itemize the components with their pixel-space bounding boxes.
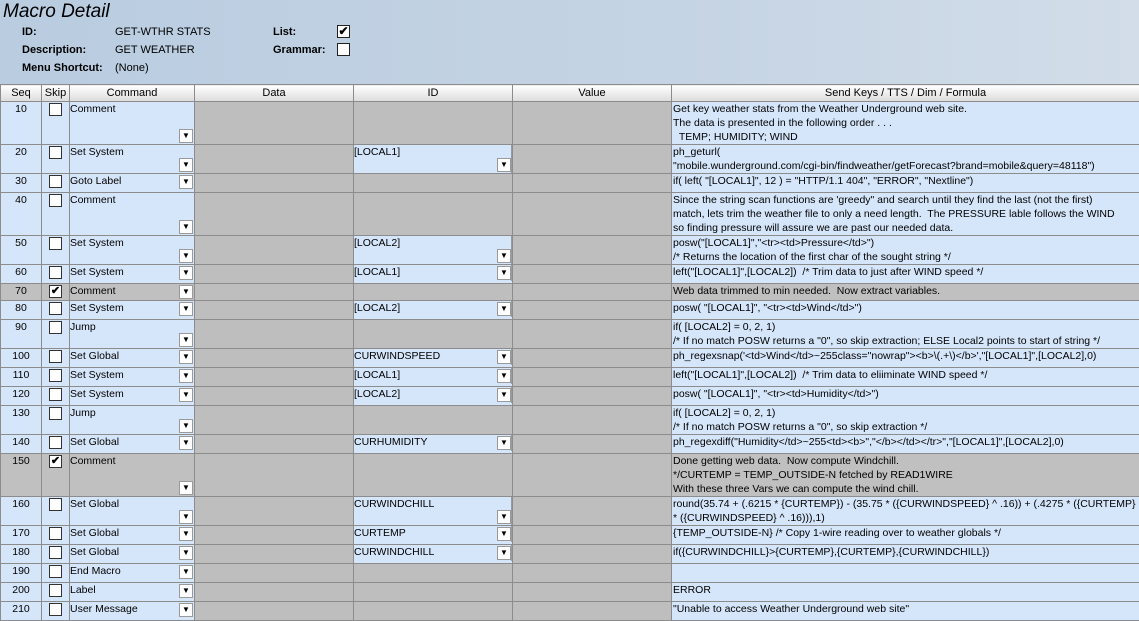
- column-header-seq[interactable]: Seq: [1, 85, 42, 102]
- skip-cell[interactable]: [42, 265, 70, 284]
- command-dropdown-icon[interactable]: ▼: [179, 510, 193, 524]
- skip-cell[interactable]: [42, 236, 70, 265]
- seq-cell[interactable]: 120: [1, 387, 42, 406]
- id-dropdown-icon[interactable]: ▼: [497, 158, 511, 172]
- command-dropdown-icon[interactable]: ▼: [179, 388, 193, 402]
- data-cell[interactable]: [195, 236, 354, 265]
- skip-checkbox[interactable]: [49, 302, 62, 315]
- seq-cell[interactable]: 130: [1, 406, 42, 435]
- command-dropdown-icon[interactable]: ▼: [179, 249, 193, 263]
- description-value: GET WEATHER: [115, 44, 195, 56]
- command-dropdown-icon[interactable]: ▼: [179, 266, 193, 280]
- skip-cell[interactable]: [42, 301, 70, 320]
- data-cell[interactable]: [195, 497, 354, 526]
- id-cell[interactable]: [354, 284, 513, 301]
- skip-checkbox[interactable]: [49, 175, 62, 188]
- id-value: [LOCAL2]: [354, 302, 400, 314]
- id-value: GET-WTHR STATS: [115, 26, 211, 38]
- table-row[interactable]: [1, 545, 1139, 564]
- table-row[interactable]: [1, 602, 1139, 621]
- skip-checkbox[interactable]: [49, 388, 62, 401]
- command-cell[interactable]: [70, 284, 195, 301]
- formula-cell[interactable]: [672, 193, 1139, 236]
- seq-cell[interactable]: 30: [1, 174, 42, 193]
- skip-checkbox[interactable]: [49, 237, 62, 250]
- formula-text: posw( "[LOCAL1]", "<tr><td>Humidity</td>"): [672, 387, 1139, 401]
- data-cell[interactable]: [195, 602, 354, 621]
- command-value: Comment: [70, 103, 116, 115]
- id-label: ID:: [22, 26, 37, 38]
- command-value: Set System: [70, 146, 124, 158]
- value-cell[interactable]: [513, 301, 672, 320]
- formula-cell[interactable]: [672, 387, 1139, 406]
- id-dropdown-icon[interactable]: ▼: [497, 302, 511, 316]
- id-cell[interactable]: [354, 236, 513, 265]
- seq-cell[interactable]: 140: [1, 435, 42, 454]
- command-cell[interactable]: [70, 193, 195, 236]
- formula-cell[interactable]: [672, 497, 1139, 526]
- table-row[interactable]: [1, 349, 1139, 368]
- data-cell[interactable]: [195, 193, 354, 236]
- id-dropdown-icon[interactable]: ▼: [497, 527, 511, 541]
- skip-cell[interactable]: [42, 320, 70, 349]
- seq-cell[interactable]: 160: [1, 497, 42, 526]
- value-cell[interactable]: [513, 526, 672, 545]
- command-cell[interactable]: [70, 526, 195, 545]
- command-dropdown-icon[interactable]: ▼: [179, 158, 193, 172]
- command-cell[interactable]: [70, 301, 195, 320]
- data-cell[interactable]: [195, 435, 354, 454]
- formula-cell[interactable]: [672, 368, 1139, 387]
- formula-text: left("[LOCAL1]",[LOCAL2]) /* Trim data to just after WIND speed */: [672, 265, 1139, 279]
- table-row[interactable]: [1, 301, 1139, 320]
- formula-text: Since the string scan functions are 'greedy" and search until they find the last (not the first) match, lets trim the weather file to only a need length. The PRESSURE lable follows the WIND so finding pressure will assure we are past our needed data.: [672, 193, 1139, 235]
- command-dropdown-icon[interactable]: ▼: [179, 565, 193, 579]
- command-value: Comment: [70, 455, 116, 467]
- skip-cell[interactable]: [42, 145, 70, 174]
- command-value: Set System: [70, 369, 124, 381]
- table-row[interactable]: [1, 284, 1139, 301]
- grammar-label: Grammar:: [273, 44, 326, 56]
- id-value: CURWINDCHILL: [354, 498, 434, 510]
- skip-cell[interactable]: [42, 174, 70, 193]
- skip-cell[interactable]: [42, 349, 70, 368]
- skip-cell[interactable]: [42, 545, 70, 564]
- command-dropdown-icon[interactable]: ▼: [179, 527, 193, 541]
- skip-cell[interactable]: [42, 387, 70, 406]
- formula-text: left("[LOCAL1]",[LOCAL2]) /* Trim data to eliiminate WIND speed */: [672, 368, 1139, 382]
- grammar-checkbox[interactable]: [337, 43, 350, 56]
- id-dropdown-icon[interactable]: ▼: [497, 249, 511, 263]
- id-dropdown-icon[interactable]: ▼: [497, 546, 511, 560]
- table-row[interactable]: [1, 193, 1139, 236]
- command-value: Set Global: [70, 436, 119, 448]
- seq-cell[interactable]: 100: [1, 349, 42, 368]
- formula-cell[interactable]: [672, 406, 1139, 435]
- table-row[interactable]: [1, 102, 1139, 145]
- formula-text: "Unable to access Weather Underground web site": [672, 602, 1139, 616]
- command-value: Label: [70, 584, 96, 596]
- command-dropdown-icon[interactable]: ▼: [179, 603, 193, 617]
- formula-cell[interactable]: [672, 236, 1139, 265]
- macro-steps-grid: [0, 84, 1139, 621]
- command-value: Comment: [70, 194, 116, 206]
- skip-cell[interactable]: [42, 406, 70, 435]
- menu-shortcut-value: (None): [115, 62, 149, 74]
- formula-text: ph_regexdiff("Humidity</td>~255<td><b>","</b></td></tr>","[LOCAL1]",[LOCAL2],0): [672, 435, 1139, 449]
- command-dropdown-icon[interactable]: ▼: [179, 129, 193, 143]
- value-cell[interactable]: [513, 564, 672, 583]
- seq-cell[interactable]: 180: [1, 545, 42, 564]
- value-cell[interactable]: [513, 102, 672, 145]
- formula-cell[interactable]: [672, 102, 1139, 145]
- data-cell[interactable]: [195, 454, 354, 497]
- list-checkbox[interactable]: ✔: [337, 25, 350, 38]
- command-cell[interactable]: [70, 602, 195, 621]
- formula-cell[interactable]: [672, 602, 1139, 621]
- id-value: CURTEMP: [354, 527, 406, 539]
- value-cell[interactable]: [513, 349, 672, 368]
- data-cell[interactable]: [195, 320, 354, 349]
- value-cell[interactable]: [513, 284, 672, 301]
- formula-cell[interactable]: [672, 545, 1139, 564]
- command-cell[interactable]: [70, 236, 195, 265]
- formula-cell[interactable]: [672, 526, 1139, 545]
- data-cell[interactable]: [195, 545, 354, 564]
- seq-cell[interactable]: 10: [1, 102, 42, 145]
- table-row[interactable]: [1, 454, 1139, 497]
- skip-checkbox[interactable]: [49, 350, 62, 363]
- table-row[interactable]: [1, 435, 1139, 454]
- skip-cell[interactable]: [42, 368, 70, 387]
- id-dropdown-icon[interactable]: ▼: [497, 350, 511, 364]
- skip-checkbox[interactable]: [49, 603, 62, 616]
- id-value: [LOCAL1]: [354, 369, 400, 381]
- seq-cell[interactable]: 40: [1, 193, 42, 236]
- table-row[interactable]: [1, 497, 1139, 526]
- skip-checkbox[interactable]: [49, 546, 62, 559]
- id-cell[interactable]: [354, 406, 513, 435]
- id-dropdown-icon[interactable]: ▼: [497, 436, 511, 450]
- menu-shortcut-label: Menu Shortcut:: [22, 62, 103, 74]
- seq-cell[interactable]: 80: [1, 301, 42, 320]
- data-cell[interactable]: [195, 349, 354, 368]
- column-header-value[interactable]: Value: [513, 85, 672, 102]
- id-cell[interactable]: [354, 387, 513, 406]
- formula-cell[interactable]: [672, 349, 1139, 368]
- formula-cell[interactable]: [672, 301, 1139, 320]
- id-cell[interactable]: [354, 602, 513, 621]
- id-cell[interactable]: [354, 145, 513, 174]
- skip-checkbox[interactable]: [49, 407, 62, 420]
- command-cell[interactable]: [70, 564, 195, 583]
- data-cell[interactable]: [195, 174, 354, 193]
- command-cell[interactable]: [70, 174, 195, 193]
- data-cell[interactable]: [195, 406, 354, 435]
- command-dropdown-icon[interactable]: ▼: [179, 333, 193, 347]
- command-dropdown-icon[interactable]: ▼: [179, 285, 193, 299]
- id-cell[interactable]: [354, 265, 513, 284]
- id-cell[interactable]: [354, 320, 513, 349]
- formula-cell[interactable]: [672, 564, 1139, 583]
- value-cell[interactable]: [513, 320, 672, 349]
- id-cell[interactable]: [354, 368, 513, 387]
- formula-text: if( left( "[LOCAL1]", 12 ) = "HTTP/1.1 404", "ERROR", "Nextline"): [672, 174, 1139, 188]
- command-value: Set Global: [70, 546, 119, 558]
- id-dropdown-icon[interactable]: ▼: [497, 369, 511, 383]
- data-cell[interactable]: [195, 265, 354, 284]
- value-cell[interactable]: [513, 406, 672, 435]
- skip-cell[interactable]: [42, 284, 70, 301]
- formula-cell[interactable]: [672, 454, 1139, 497]
- data-cell[interactable]: [195, 284, 354, 301]
- command-value: Jump: [70, 407, 96, 419]
- command-cell[interactable]: [70, 454, 195, 497]
- column-header-id[interactable]: ID: [354, 85, 513, 102]
- data-cell[interactable]: [195, 301, 354, 320]
- id-cell[interactable]: [354, 102, 513, 145]
- command-cell[interactable]: [70, 265, 195, 284]
- command-dropdown-icon[interactable]: ▼: [179, 175, 193, 189]
- seq-cell[interactable]: 20: [1, 145, 42, 174]
- window-title: Macro Detail: [3, 1, 110, 23]
- value-cell[interactable]: [513, 435, 672, 454]
- command-dropdown-icon[interactable]: ▼: [179, 546, 193, 560]
- skip-cell[interactable]: [42, 102, 70, 145]
- skip-cell[interactable]: [42, 602, 70, 621]
- command-value: Set System: [70, 266, 124, 278]
- command-value: User Message: [70, 603, 138, 615]
- command-value: Set Global: [70, 498, 119, 510]
- id-value: [LOCAL2]: [354, 237, 400, 249]
- seq-cell[interactable]: 70: [1, 284, 42, 301]
- table-row[interactable]: [1, 265, 1139, 284]
- command-value: Set System: [70, 302, 124, 314]
- value-cell[interactable]: [513, 265, 672, 284]
- value-cell[interactable]: [513, 387, 672, 406]
- seq-cell[interactable]: 60: [1, 265, 42, 284]
- column-header-data[interactable]: Data: [195, 85, 354, 102]
- column-header-command[interactable]: Command: [70, 85, 195, 102]
- value-cell[interactable]: [513, 368, 672, 387]
- seq-cell[interactable]: 90: [1, 320, 42, 349]
- skip-cell[interactable]: [42, 497, 70, 526]
- column-header-skip[interactable]: Skip: [42, 85, 70, 102]
- formula-text: {TEMP_OUTSIDE-N} /* Copy 1-wire reading over to weather globals */: [672, 526, 1139, 540]
- skip-checkbox[interactable]: [49, 146, 62, 159]
- id-value: [LOCAL1]: [354, 146, 400, 158]
- id-cell[interactable]: [354, 435, 513, 454]
- skip-checkbox[interactable]: [49, 369, 62, 382]
- value-cell[interactable]: [513, 145, 672, 174]
- value-cell[interactable]: [513, 545, 672, 564]
- command-dropdown-icon[interactable]: ▼: [179, 481, 193, 495]
- value-cell[interactable]: [513, 236, 672, 265]
- id-dropdown-icon[interactable]: ▼: [497, 266, 511, 280]
- table-row[interactable]: [1, 320, 1139, 349]
- seq-cell[interactable]: 200: [1, 583, 42, 602]
- seq-cell[interactable]: 50: [1, 236, 42, 265]
- formula-text: Web data trimmed to min needed. Now extract variables.: [672, 284, 1139, 298]
- data-cell[interactable]: [195, 387, 354, 406]
- id-cell[interactable]: [354, 301, 513, 320]
- command-cell[interactable]: [70, 320, 195, 349]
- command-value: Comment: [70, 285, 116, 297]
- table-row[interactable]: [1, 236, 1139, 265]
- command-dropdown-icon[interactable]: ▼: [179, 302, 193, 316]
- command-cell[interactable]: [70, 349, 195, 368]
- id-value: [LOCAL1]: [354, 266, 400, 278]
- skip-checkbox[interactable]: [49, 565, 62, 578]
- formula-text: if( [LOCAL2] = 0, 2, 1) /* If no match POSW returns a "0", so skip extraction; ELSE Local2 points to start of string */: [672, 320, 1139, 348]
- skip-checkbox[interactable]: [49, 103, 62, 116]
- id-value: [LOCAL2]: [354, 388, 400, 400]
- seq-cell[interactable]: 210: [1, 602, 42, 621]
- skip-checkbox[interactable]: [49, 266, 62, 279]
- formula-cell[interactable]: [672, 284, 1139, 301]
- command-dropdown-icon[interactable]: ▼: [179, 350, 193, 364]
- command-value: Set Global: [70, 350, 119, 362]
- command-dropdown-icon[interactable]: ▼: [179, 584, 193, 598]
- data-cell[interactable]: [195, 145, 354, 174]
- command-cell[interactable]: [70, 368, 195, 387]
- command-dropdown-icon[interactable]: ▼: [179, 369, 193, 383]
- skip-checkbox[interactable]: [49, 194, 62, 207]
- table-row[interactable]: [1, 368, 1139, 387]
- formula-text: posw( "[LOCAL1]", "<tr><td>Wind</td>"): [672, 301, 1139, 315]
- command-cell[interactable]: [70, 545, 195, 564]
- command-value: End Macro: [70, 565, 121, 577]
- command-value: Goto Label: [70, 175, 121, 187]
- id-cell[interactable]: [354, 526, 513, 545]
- formula-text: ERROR: [672, 583, 1139, 597]
- id-cell[interactable]: [354, 497, 513, 526]
- formula-cell[interactable]: [672, 435, 1139, 454]
- value-cell[interactable]: [513, 497, 672, 526]
- formula-cell[interactable]: [672, 174, 1139, 193]
- list-label: List:: [273, 26, 296, 38]
- value-cell[interactable]: [513, 454, 672, 497]
- formula-text: posw("[LOCAL1]","<tr><td>Pressure</td>") /* Returns the location of the first char of the sought string */: [672, 236, 1139, 264]
- command-value: Jump: [70, 321, 96, 333]
- value-cell[interactable]: [513, 602, 672, 621]
- id-value: CURWINDCHILL: [354, 546, 434, 558]
- id-dropdown-icon[interactable]: ▼: [497, 388, 511, 402]
- seq-cell[interactable]: 110: [1, 368, 42, 387]
- command-value: Set Global: [70, 527, 119, 539]
- skip-checkbox[interactable]: [49, 584, 62, 597]
- formula-text: Get key weather stats from the Weather Underground web site. The data is presented in the following order . . . TEMP; HUMIDITY; WIND: [672, 102, 1139, 144]
- command-value: Set System: [70, 388, 124, 400]
- command-value: Set System: [70, 237, 124, 249]
- table-row[interactable]: [1, 174, 1139, 193]
- skip-checkbox[interactable]: ✔: [49, 285, 62, 298]
- command-cell[interactable]: [70, 387, 195, 406]
- command-cell[interactable]: [70, 145, 195, 174]
- id-cell[interactable]: [354, 174, 513, 193]
- data-cell[interactable]: [195, 102, 354, 145]
- skip-cell[interactable]: [42, 435, 70, 454]
- skip-checkbox[interactable]: [49, 321, 62, 334]
- seq-cell[interactable]: 170: [1, 526, 42, 545]
- formula-cell[interactable]: [672, 320, 1139, 349]
- skip-checkbox[interactable]: [49, 498, 62, 511]
- formula-text: round(35.74 + (.6215 * {CURTEMP}) - (35.75 * ({CURWINDSPEED} ^ .16)) + (.4275 * ({CURTEMP} * ({CURWINDSPEED} ^ .16))),1): [672, 497, 1139, 525]
- command-cell[interactable]: [70, 406, 195, 435]
- id-cell[interactable]: [354, 454, 513, 497]
- skip-checkbox[interactable]: [49, 436, 62, 449]
- command-cell[interactable]: [70, 435, 195, 454]
- skip-cell[interactable]: [42, 526, 70, 545]
- macro-header: [0, 0, 1139, 84]
- data-cell[interactable]: [195, 368, 354, 387]
- table-row[interactable]: [1, 387, 1139, 406]
- id-value: CURHUMIDITY: [354, 436, 428, 448]
- formula-cell[interactable]: [672, 145, 1139, 174]
- description-label: Description:: [22, 44, 86, 56]
- data-cell[interactable]: [195, 564, 354, 583]
- skip-checkbox[interactable]: [49, 527, 62, 540]
- column-header-formula[interactable]: Send Keys / TTS / Dim / Formula: [672, 85, 1139, 102]
- table-row[interactable]: [1, 526, 1139, 545]
- command-dropdown-icon[interactable]: ▼: [179, 419, 193, 433]
- skip-cell[interactable]: [42, 454, 70, 497]
- id-cell[interactable]: [354, 193, 513, 236]
- formula-text: ph_geturl( "mobile.wunderground.com/cgi-bin/findweather/getForecast?brand=mobile&query=48118"): [672, 145, 1139, 173]
- table-row[interactable]: [1, 564, 1139, 583]
- id-cell[interactable]: [354, 349, 513, 368]
- formula-text: ph_regexsnap('<td>Wind</td>~255class="nowrap"><b>\(.+\)</b>',"[LOCAL1]",[LOCAL2],0): [672, 349, 1139, 363]
- formula-cell[interactable]: [672, 265, 1139, 284]
- seq-cell[interactable]: 150: [1, 454, 42, 497]
- formula-text: Done getting web data. Now compute Windchill. */CURTEMP = TEMP_OUTSIDE-N fetched by READ1WIRE With these three Vars we can compute the wind chill.: [672, 454, 1139, 496]
- seq-cell[interactable]: 190: [1, 564, 42, 583]
- formula-text: if( [LOCAL2] = 0, 2, 1) /* If no match POSW returns a "0", so skip extraction */: [672, 406, 1139, 434]
- command-dropdown-icon[interactable]: ▼: [179, 436, 193, 450]
- skip-checkbox[interactable]: ✔: [49, 455, 62, 468]
- skip-cell[interactable]: [42, 564, 70, 583]
- data-cell[interactable]: [195, 526, 354, 545]
- formula-text: if({CURWINDCHILL}>{CURTEMP},{CURTEMP},{CURWINDCHILL}): [672, 545, 1139, 559]
- id-cell[interactable]: [354, 564, 513, 583]
- table-row[interactable]: [1, 406, 1139, 435]
- command-cell[interactable]: [70, 497, 195, 526]
- command-dropdown-icon[interactable]: ▼: [179, 220, 193, 234]
- table-row[interactable]: [1, 145, 1139, 174]
- value-cell[interactable]: [513, 193, 672, 236]
- id-dropdown-icon[interactable]: ▼: [497, 510, 511, 524]
- value-cell[interactable]: [513, 174, 672, 193]
- id-cell[interactable]: [354, 545, 513, 564]
- command-cell[interactable]: [70, 102, 195, 145]
- id-value: CURWINDSPEED: [354, 350, 440, 362]
- skip-cell[interactable]: [42, 193, 70, 236]
